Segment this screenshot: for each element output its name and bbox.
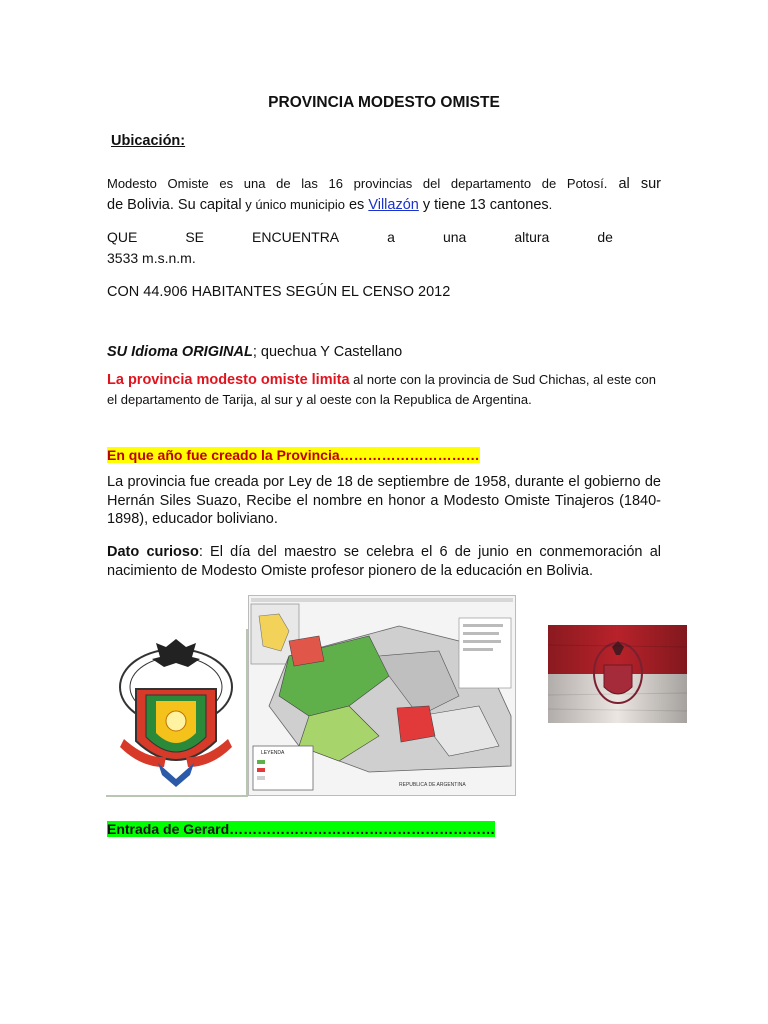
flag-graphic	[548, 625, 687, 723]
location-paragraph-line2	[107, 194, 661, 216]
province-seal-image	[106, 629, 248, 797]
map-border-label: REPUBLICA DE ARGENTINA	[399, 782, 466, 788]
province-flag-image	[548, 625, 687, 723]
fun-fact-label: Dato curioso	[107, 544, 199, 560]
limits-text: al norte con la provincia de Sud Chichas, al este con el departamento de Tarija, al sur y al oeste con la Republica de Argentina.	[107, 372, 656, 407]
location-text-a: Modesto Omiste es una de las 16 provincias del departamento de Potosí.	[107, 176, 608, 191]
creation-question	[107, 445, 480, 466]
location-paragraph	[107, 173, 661, 195]
altitude-word: altura	[514, 229, 550, 245]
altitude-line1	[107, 227, 661, 248]
location-text-b: al sur	[607, 176, 661, 192]
language-paragraph	[107, 342, 661, 363]
map-legend-title: LEYENDA	[261, 750, 285, 756]
limits-label: La provincia modesto omiste limita	[107, 372, 350, 388]
fun-fact-paragraph	[107, 543, 661, 580]
creation-question-text: En que año fue creado la Provincia…………………………	[107, 447, 480, 463]
location-text-g: .	[548, 197, 553, 212]
ubicacion-heading: Ubicación:	[111, 133, 186, 149]
language-text: ; quechua Y Castellano	[252, 344, 403, 360]
altitude-word: QUE	[107, 229, 138, 245]
province-map-image	[248, 595, 516, 796]
entrada-question-text: Entrada de Gerard…………………………………………………	[107, 821, 496, 837]
villazon-link[interactable]: Villazón	[368, 197, 419, 213]
location-text-f: y tiene 13 cantones	[418, 197, 549, 213]
altitude-word: SE	[185, 229, 205, 245]
altitude-word: ENCUENTRA	[252, 229, 340, 245]
altitude-line2: 3533 m.s.n.m.	[107, 250, 196, 266]
altitude-word: una	[442, 229, 467, 245]
location-text-c: de Bolivia. Su capital	[107, 197, 242, 213]
limits-paragraph	[107, 370, 661, 410]
location-text-d: y único municipio	[241, 197, 345, 212]
seal-graphic	[106, 629, 246, 795]
altitude-word: de	[597, 229, 613, 245]
population-text: CON 44.906 HABITANTES SEGÚN EL CENSO 2012	[107, 284, 451, 300]
creation-paragraph: La provincia fue creada por Ley de 18 de septiembre de 1958, durante el gobierno de Hernán Siles Suazo, Recibe el nombre en honor a Modesto Omiste Tinajeros (1840-1898), educador boliviano.	[107, 474, 661, 527]
location-text-e: es	[344, 197, 369, 213]
language-label: SU Idioma ORIGINAL	[107, 344, 253, 360]
page-title: PROVINCIA MODESTO OMISTE	[268, 94, 500, 111]
fun-fact-text: : El día del maestro se celebra el 6 de junio en conmemoración al nacimiento de Modesto Omiste profesor pionero de la educación en Bolivia.	[107, 544, 661, 579]
map-graphic	[249, 596, 515, 795]
entrada-question	[107, 819, 495, 840]
altitude-word: a	[387, 229, 395, 245]
